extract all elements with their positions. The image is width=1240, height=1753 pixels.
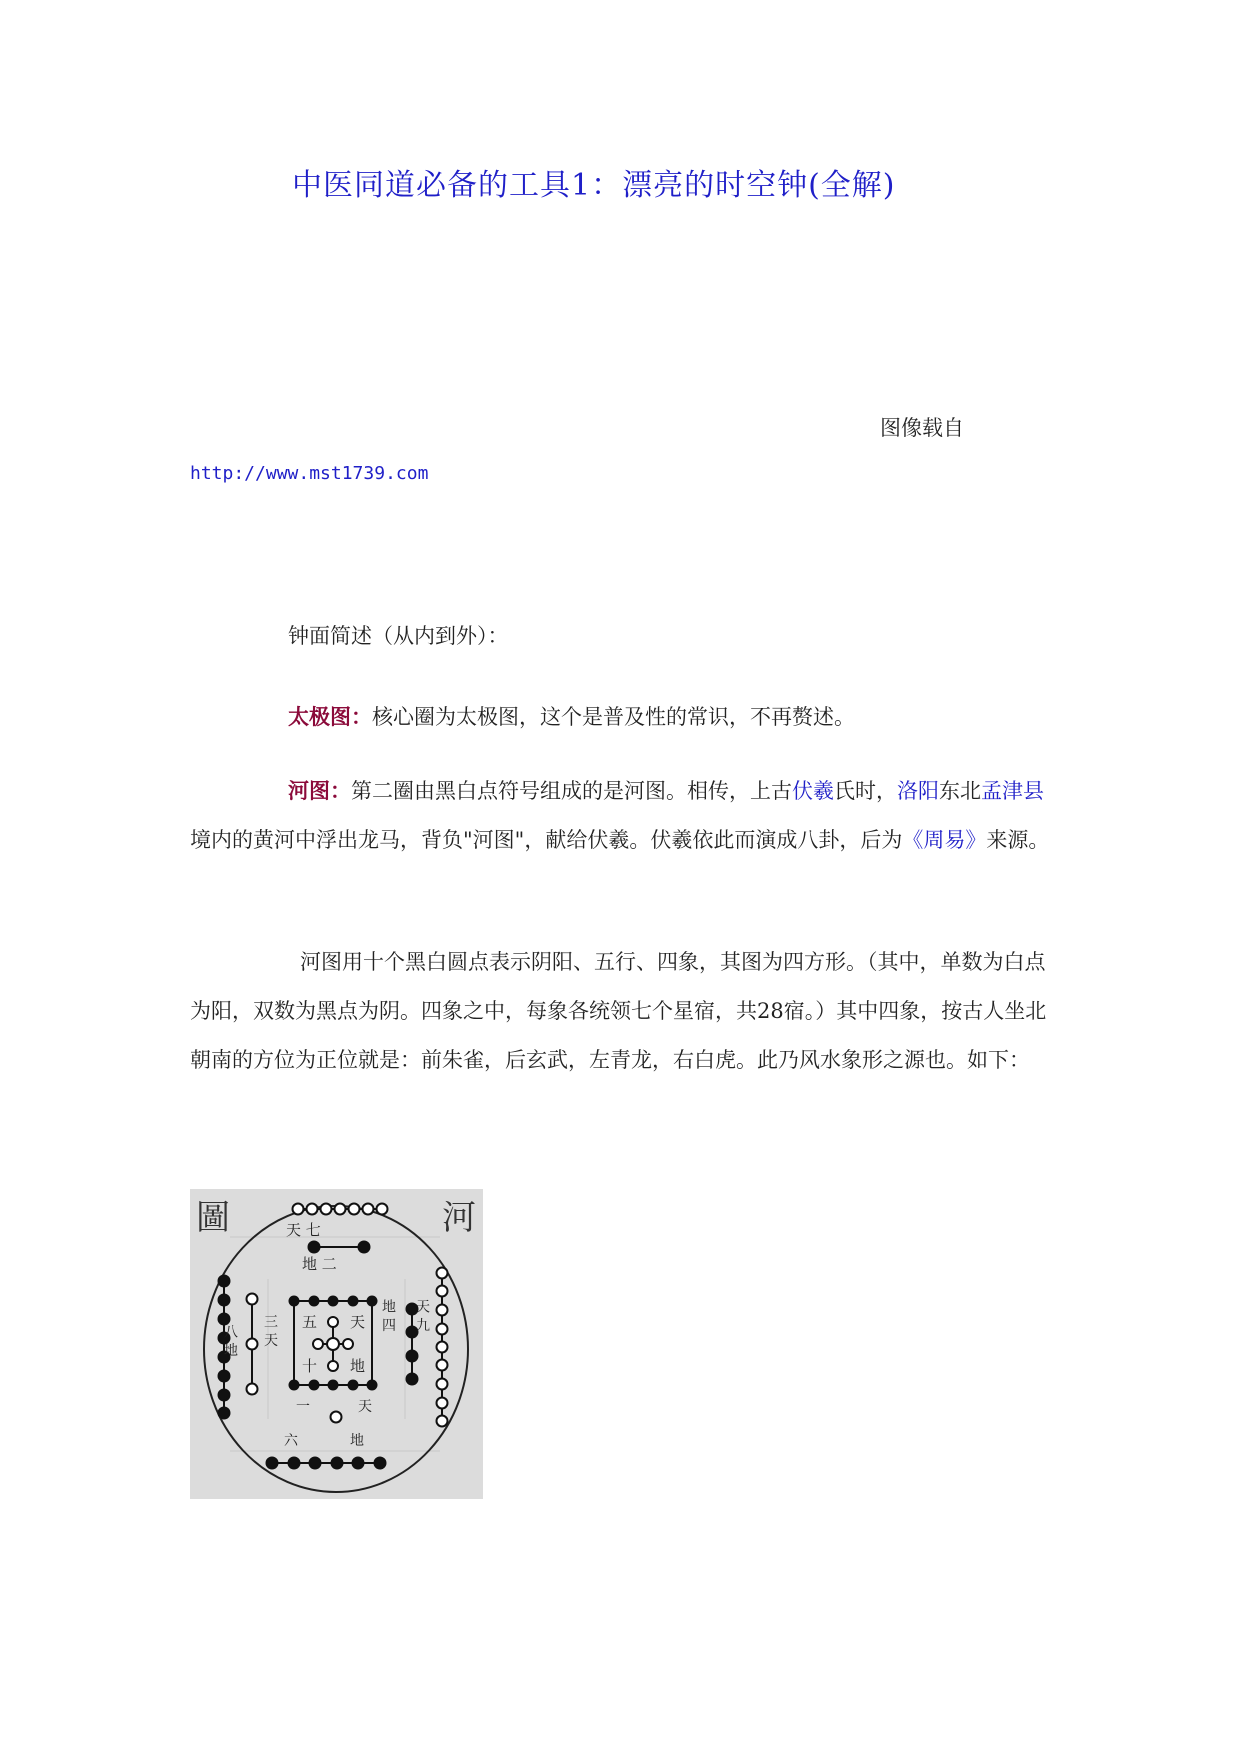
label-top-outer: 天 七 [286,1221,321,1239]
link-luoyang[interactable]: 洛阳 [897,779,939,803]
hetu-detail-paragraph [190,938,1056,1085]
label-center-bottom-right: 地 [350,1357,366,1375]
hetu-text-2: 氏时， [834,779,897,803]
page-title: 中医同道必备的工具1：漂亮的时空钟(全解) [292,168,896,203]
label-left-inner: 三 天 [262,1314,278,1347]
label-center-right: 天 [350,1313,366,1331]
label-bottom-inner-left: 一 [296,1399,310,1415]
image-credit-label: 图像载自 [880,416,964,440]
taiji-heading: 太极图： [288,704,372,729]
hetu-text-5: 来源。 [986,828,1050,852]
hetu-text-1: 第二圈由黑白点符号组成的是河图。相传，上古 [351,779,792,803]
label-right-outer: 天 九 [414,1299,430,1332]
taiji-paragraph [288,692,855,742]
link-mengjin[interactable]: 孟津县 [981,779,1044,803]
label-center-bottom-left: 十 [302,1357,318,1375]
label-bottom-outer-right: 地 [350,1433,364,1449]
corner-char-right: 河 [442,1198,476,1238]
hetu-heading: 河图： [288,778,351,803]
source-link[interactable]: http://www.mst1739.com [190,463,429,484]
hetu-detail-text: 河图用十个黑白圆点表示阴阳、五行、四象，其图为四方形。（其中，单数为白点为阳，双数为黑点为阴。四象之中，每象各统领七个星宿，共28宿。）其中四象，按古人坐北朝南的方位为正位就是：前朱雀，后玄武，左青龙，右白虎。此乃风水象形之源也。如下： [190,950,1047,1072]
hetu-text-4: 境内的黄河中浮出龙马，背负"河图"，献给伏羲。伏羲依此而演成八卦，后为 [190,828,903,852]
hetu-paragraph [190,766,1056,865]
label-left-outer: 八 地 [222,1324,238,1357]
hetu-diagram-image [190,1189,483,1499]
label-top-inner: 地 二 [302,1255,337,1273]
label-right-inner: 地 四 [380,1299,396,1332]
hetu-text-3: 东北 [939,779,981,803]
corner-char-left: 圖 [196,1198,230,1238]
taiji-text: 核心圈为太极图，这个是普及性的常识，不再赘述。 [372,705,855,729]
intro-line: 钟面简述（从内到外）： [288,624,509,648]
link-fuxi[interactable]: 伏羲 [792,779,834,803]
link-zhouyi[interactable]: 《周易》 [902,828,987,852]
label-bottom-outer-left: 六 [284,1433,298,1449]
label-center-left: 五 [302,1313,318,1331]
label-bottom-inner-right: 天 [358,1399,372,1415]
